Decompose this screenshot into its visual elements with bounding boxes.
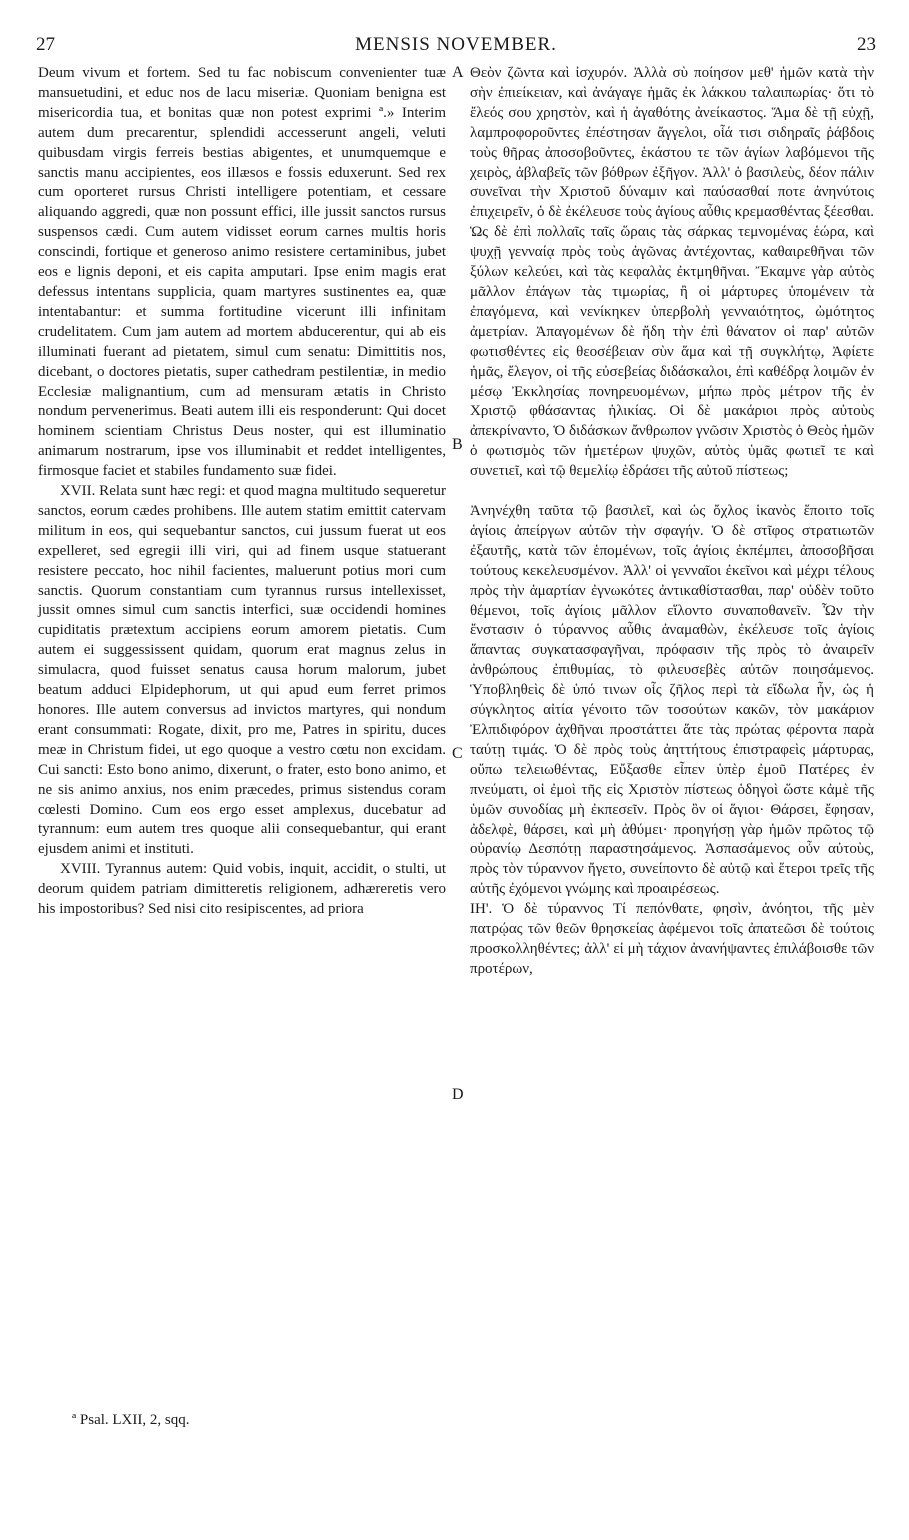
section-marker-c: C <box>452 745 463 762</box>
latin-column <box>38 64 446 920</box>
running-header <box>36 34 876 60</box>
footnote: ª Psal. LXII, 2, sqq. <box>72 1412 190 1428</box>
latin-paragraph-xviii: XVIII. Tyrannus autem: Quid vobis, inquit, accidit, o stulti, ut deorum quidem patriam dimitteretis religionem, adhæreretis vero his impostoribus? Sed nisi cito resipiscentes, ad priora <box>38 861 446 918</box>
section-marker-b: B <box>452 436 463 453</box>
page-number-left: 27 <box>36 34 55 55</box>
running-title: MENSIS NOVEMBER. <box>355 34 557 55</box>
greek-paragraph-1: Θεὸν ζῶντα καὶ ἰσχυρόν. Ἀλλὰ σὺ ποίησον μεθ' ἡμῶν κατὰ τὴν σὴν ἐπιείκειαν, καὶ ἀνάγαγε ἡμᾶς ἐκ λάκκου ταλαιπωρίας· ὅτι τὸ ἔλεός σου χρηστὸν, καὶ ἡ ἀγαθότης ἀνείκαστος. Ἅμα δὲ τῇ εὐχῇ, λαμπροφοροῦντες ἐπέστησαν ἄγγελοι, οἷά τισι σιδηραῖς ῥάβδοις τοὺς θῆρας ἀποσοβοῦντες, ἑκάστου τε τῶν ἁγίων λαβόμενοι τῆς χειρὸς, ἀβλαβεῖς τῶν βόθρων ἐξῆγον. Ἀλλ' ὁ βασιλεὺς, δέον πάλιν συνεῖναι τὴν Χριστοῦ δύναμιν καὶ παύσασθαί ποτε ἀνηνύτοις ἐπιχειρεῖν, ὁ δὲ ἐκέλευσε τοὺς ἁγίους αὖθις κρεμασθέντας ξέεσθαι. Ὡς δὲ ἐπὶ πολλαῖς ταῖς ὥραις τὰς σάρκας τεμνομένας ἑώρα, καὶ ψυχῇ γενναίᾳ πρὸς τοὺς ἀγῶνας ἀντέχοντας, καθαιρεθῆναι τῶν ξύλων κελεύει, καὶ τὰς κεφαλὰς ἐκτμηθῆναι. Ἔκαμνε γὰρ αὐτὸς μᾶλλον ἐπάγων τὰς τιμωρίας, ἢ οἱ μάρτυρες ὑπομένειν τὰ ἐπαγόμενα, καὶ νενίκηκεν ὑπερβολὴ γενναιότητος, ὠμότητος ἀμετρίαν. Ἀπαγομένων δὲ ἤδη τὴν ἐπὶ θάνατον οἱ παρ' αὐτῶν φωτισθέντες εἰς θεοσέβειαν σὺν ἅμα καὶ τῇ συγκλήτῳ, Ἀφίετε ἡμᾶς, ἔλεγον, οἱ τῆς εὐσεβείας διδάσκαλοι, ἐπὶ καθέδρᾳ λοιμῶν ἐν μέσῳ Ἐκκλησίας πονηρευομένων, μήπω πρὸς μέτρον τῆς ἐν Χριστῷ φθάσαντας ἡλικίας. Οἱ δὲ μακάριοι πρὸς αὐτοὺς ἀπεκρίναντο, Ὁ διδάσκων ἄνθρωπον γνῶσιν Χριστὸς ὁ Θεὸς ἡμῶν ὁ φωτισμὸς τῶν ἡμετέρων ψυχῶν, αὐτὸς ὑμᾶς φωτιεῖ τε καὶ συνετιεῖ, καὶ τῷ θεμελίῳ ἑδράσει τῆς αὐτοῦ πίστεως; <box>470 65 875 480</box>
latin-paragraph-1: Deum vivum et fortem. Sed tu fac nobiscum convenienter tuæ mansuetudini, et educ nos de lacu miseriæ. Quoniam benigna est misericordia tua, et bonitas quæ non potest exprimi ª.» Interim autem dum precarentur, splendidi accesserunt angeli, veluti quibusdam virgis ferreis bestias abigentes, et unumquemque e sanctis manu accipientes, eos illæsos e fossis eduxerunt. Sed rex cum oporteret rursus Christi intelligere potentiam, et cessare aliquando aggredi, quæ non possunt effici, ille jussit sanctos rursus suspensos cædi. Cum autem vidisset eorum carnes multis horis conscindi, fortique et generoso animo resistere certaminibus, jubet eos e lignis deponi, et eis capita amputari. Ipse enim magis erat defessus intentans supplicia, quam martyres sustinentes ea, quæ intentabantur: et summa fortitudine vicerunt illi infinitam crudelitatem. Cum jam autem ad mortem abducerentur, qui ab eis illuminati fuerant ad pietatem, simul cum senatu: Dimittitis nos, dicebant, o doctores pietatis, super cathedram pestilentiæ, in medio Ecclesiæ malignantium, cum ad mensuram ætatis in Christo nondum pervenerimus. Beati autem illi eis responderunt: Qui docet hominem scientiam Christus Deus noster, qui est illuminatio animarum nostrarum, ipse vos illuminabit et reddet intelligentes, firmosque faciet et stabiles fundamento suæ fidei. <box>38 65 446 480</box>
page-number-right: 23 <box>857 34 876 55</box>
section-marker-a: A <box>452 64 464 81</box>
section-marker-d: D <box>452 1086 464 1103</box>
greek-column <box>470 64 874 980</box>
greek-paragraph-2: Ἀνηνέχθη ταῦτα τῷ βασιλεῖ, καὶ ὡς ὄχλος ἱκανὸς ἕποιτο τοῖς ἁγίοις ἀπείργων αὐτῶν τὴν σφαγήν. Ὁ δὲ στῖφος στρατιωτῶν ἐξαυτῆς, κατὰ τῶν ἑπομένων, τοῖς ἁγίοις ἐκπέμπει, ἀποσοβῆσαι τούτους κεκελευσμένον. Ἀλλ' οἱ γενναῖοι ἐκεῖνοι καὶ μέχρι τέλους πρὸς τὴν ἁμαρτίαν ἐγνωκότες ἀντικαθίστασθαι, παρ' οὐδὲν τοῦτο θέμενοι, τοῖς ἁγίοις μᾶλλον εἵλοντο συναποθανεῖν. Ὧν τὴν ἔνστασιν ὁ τύραννος αὖθις ἀναμαθὼν, ἐκέλευσε τοῖς ἁγίοις ἅπαντας συγκατασφαγῆναι, πρόφασιν τῆς πρὸς τὸ ἀναιρεῖν ἀνθρώπους ἐπιθυμίας, τὸ φιλευσεβὲς αὐτῶν ποιησάμενος. Ὑποβληθεὶς δὲ ὑπό τινων οἷς ζῆλος περὶ τὰ εἴδωλα ἦν, ὡς ἡ σύγκλητος αἰτία γένοιτο τῶν τοσούτων κακῶν, τὸν μακάριον Ἐλπιδιφόρον ἀχθῆναι προστάττει ἅτε τὰς πρώτας φέροντα παρὰ ταύτῃ τιμάς. Ὁ δὲ πρὸς τοὺς ἀηττήτους ἐπιστραφεὶς μάρτυρας, οὔπω τελειωθέντας, Εὔξασθε εἶπεν ὑπὲρ ἐμοῦ Πατέρες ἐν πνεύματι, οἱ ἐμοὶ τῆς εἰς Χριστὸν πίστεως ὁδηγοὶ ὥστε κἀμὲ τῆς ὑμῶν συνοδίας μὴ ἐκπεσεῖν. Πρὸς ὃν οἱ ἅγιοι· Θάρσει, ἔφησαν, ἀδελφὲ, θάρσει, καὶ μὴ ἀθύμει· προηγήσῃ γὰρ ἡμῶν πρῶτος τῷ οὐρανίῳ Δεσπότῃ παραστησάμενος. Ἀσπασάμενος οὖν αὐτοὺς, πρὸς τὸν τύραννον ἤγετο, συνείποντο δὲ αὐτῷ καὶ ἕτεροι τρεῖς τῆς αὐτῆς ἐχόμενοι γνώμης καὶ προαιρέσεως. <box>470 503 874 898</box>
greek-paragraph-3: ΙΗ'. Ὁ δὲ τύραννος Τί πεπόνθατε, φησὶν, ἀνόητοι, τῆς μὲν πατρῴας τῶν θεῶν θρησκείας ἀφέμενοι τοῖς ἀπατεῶσι δὲ τούτοις προσκολληθέντες; ἀλλ' εἰ μὴ τάχιον ἀνανήψαντες ἐπιλάβοισθε τῶν προτέρων, <box>470 901 874 977</box>
latin-paragraph-xvii: XVII. Relata sunt hæc regi: et quod magna multitudo sequeretur sanctos, eorum cædes prohibens. Ille autem statim emittit catervam militum in eos, qui sequebantur sanctos, cui jussum fuerat ut eos expelleret, sed egregii illi viri, qui ad finem usque statuerant resistere peccato, hoc nihil facientes, maluerunt potius mori cum sanctis. Quorum constantiam cum tyrannus rursus intellexisset, jussit omnes simul cum sanctis interfici, suæ occidendi homines cupiditatis prætextum accipiens eorum amorem pietatis. Cum autem ei suggessissent quidam, quorum erat magnus zelus in simulacra, quod fuisset senatus causa horum malorum, jubet beatum adduci Elpidephorum, ut qui apud eum ferret primos honores. Ille autem conversus ad invictos martyres, qui nondum erant consummati: Rogate, dixit, pro me, Patres in spiritu, duces meæ in Christum fidei, ut ego quoque a vestro cœtu non excidam. Cui sancti: Esto bono animo, dixerunt, o frater, esto bono animo, et ne sis animo anxius, nos enim præcedes, primus sistendus coram cœlesti Domino. Cum eos ergo esset amplexus, ducebatur ad tyrannum: eum autem tres quoque alii consequebantur, qui erant ejusdem animi et instituti. <box>38 483 446 858</box>
